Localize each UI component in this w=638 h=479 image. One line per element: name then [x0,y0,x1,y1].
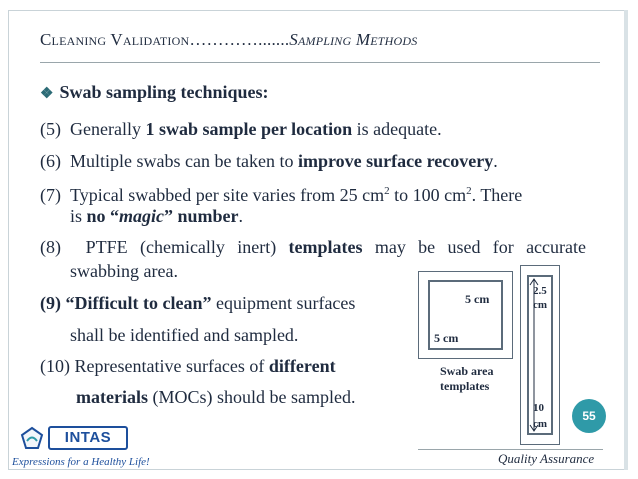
item-text: . There [471,185,523,205]
title-divider [40,62,600,63]
item-emphasis: ” number [164,206,239,226]
list-item-8 [40,237,586,257]
title-section: Sampling Methods [289,30,418,49]
item-text: PTFE (chemically inert) [85,237,289,257]
item-number: (5) [40,119,61,139]
caption-line: Swab area [440,364,494,378]
item-emphasis: different [268,356,336,376]
item-text: is [70,206,87,226]
logo-mark-icon [20,426,44,450]
item-emphasis-italic: magic [119,206,165,226]
item-text: Multiple swabs can be taken to [70,151,298,171]
page-number-badge: 55 [572,399,606,433]
square-width-label: 5 cm [465,292,490,306]
rect-length-value: 10 [533,402,544,414]
slide-title [40,30,417,50]
item-emphasis: no “ [86,206,120,226]
item-emphasis: improve surface recovery [297,151,494,171]
item-text: . [238,206,244,226]
rect-width-value: 2.5 [533,285,547,297]
item-text: swabbing area. [70,261,178,281]
templates-caption [440,364,493,394]
item-text: Generally [70,119,146,139]
item-number: (8) [40,237,61,257]
list-item-9 [40,293,355,313]
item-emphasis: 1 swab sample per location [145,119,353,139]
square-height-label: 5 cm [434,331,459,345]
item-emphasis: “Difficult to clean” [65,293,212,313]
item-number: (9) [40,293,61,313]
footer-divider [418,449,603,450]
item-text: equipment surfaces [211,293,356,313]
list-item-9-continued [70,325,298,345]
rect-length-label [533,400,547,432]
item-emphasis: templates [288,237,363,257]
item-number: (7) [40,185,61,205]
title-main: Cleaning Validation…………....... [40,30,290,49]
item-text: Typical swabbed per site varies from 25 cm [70,185,385,205]
slide-side-band [624,10,628,470]
rect-width-unit: cm [533,299,548,311]
item-number: (6) [40,151,61,171]
item-number: (10) [40,356,70,376]
logo-tagline: Expressions for a Healthy Life! [12,456,150,468]
list-item-8-continued [70,261,178,281]
item-text: may be used for accurate [362,237,587,257]
item-text: Representative surfaces of [74,356,269,376]
item-text: shall be identified and sampled. [70,325,299,345]
item-text: (MOCs) should be sampled. [147,387,356,407]
item-text: to 100 cm [389,185,467,205]
list-item-10-continued [76,387,355,407]
list-item-5 [40,119,442,139]
list-item-7 [40,181,522,205]
rect-width-label [533,284,547,312]
superscript: 2 [384,185,390,197]
list-item-10 [40,356,336,376]
superscript: 2 [466,185,472,197]
item-text: . [493,151,498,171]
footer-label: Quality Assurance [498,451,595,466]
logo-wordmark: INTAS [48,426,128,450]
rect-length-unit: cm [533,418,548,430]
list-item-7-continued [70,206,243,226]
list-item-6 [40,151,498,171]
diamond-bullet-icon: ❖ [40,86,54,102]
item-text: is adequate. [352,119,442,139]
subheading [40,82,269,103]
caption-line: templates [440,379,490,393]
item-emphasis: materials [76,387,148,407]
subheading-text: Swab sampling techniques: [59,82,269,102]
